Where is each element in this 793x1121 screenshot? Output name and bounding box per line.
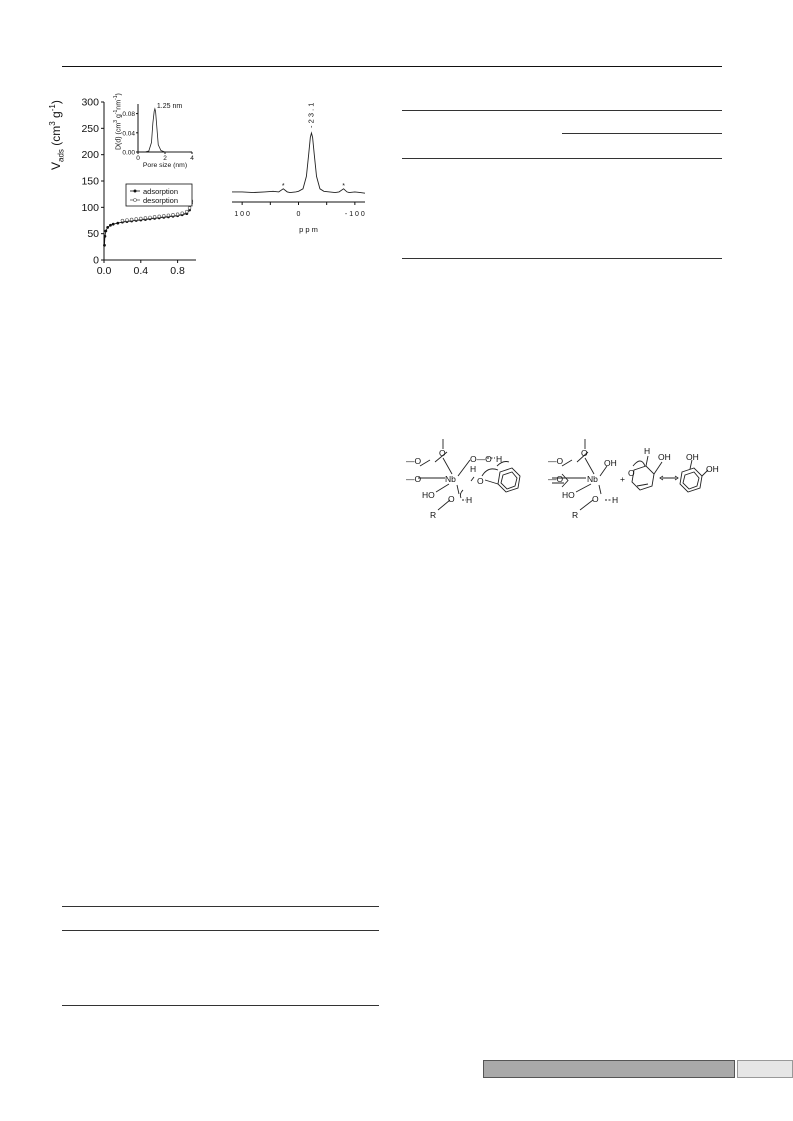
iso-x-tick-label: 0.4 xyxy=(133,265,149,277)
iso-adsorption-point xyxy=(106,226,109,229)
inset-ylabel-supm1b: -1 xyxy=(113,95,119,100)
inset-x-tick-label: 0 xyxy=(136,155,140,162)
iso-adsorption-point xyxy=(103,244,106,247)
nmr-spectrum xyxy=(230,92,370,252)
scheme-o-2: O xyxy=(448,494,455,504)
left-table-bottom-rule xyxy=(62,1005,379,1006)
scheme-h-1: H xyxy=(466,495,473,505)
iso-desorption-point xyxy=(167,214,170,217)
footer-bar xyxy=(483,1060,735,1078)
iso-desorption-point xyxy=(172,213,175,216)
table-top-rule xyxy=(402,110,722,111)
nmr-x-tick-label: 0 xyxy=(296,211,301,218)
scheme-oh-2: OH xyxy=(658,452,671,462)
nmr-x-tick-label: 1 0 0 xyxy=(234,211,250,218)
scheme-plus: + xyxy=(620,474,625,484)
header-rule xyxy=(62,66,722,67)
ylabel-supm1: -1 xyxy=(48,104,57,112)
scheme-minus-o-2: —O xyxy=(406,474,422,484)
inset-ylabel-text: D(d) (cm xyxy=(115,122,123,150)
nmr-peak-label: - 2 3 . 1 xyxy=(306,102,316,128)
iso-desorption-point xyxy=(126,219,129,222)
nmr-xlabel: p p m xyxy=(299,225,318,234)
inset-ylabel-sup3: 3 xyxy=(113,120,119,123)
left-table-header-rule xyxy=(62,930,379,931)
inset-y-tick-label: 0.04 xyxy=(122,130,135,138)
scheme-o-3: O xyxy=(477,476,484,486)
ylabel-units: (cm xyxy=(49,125,63,146)
iso-desorption-point xyxy=(181,212,184,215)
inset-ylabel-supm1: -1 xyxy=(113,109,119,115)
scheme-oh-4: OH xyxy=(706,464,719,474)
inset-psd-line xyxy=(145,109,190,152)
iso-desorption-point xyxy=(162,214,165,217)
scheme-h-5: H xyxy=(644,446,651,456)
scheme-o-6: O xyxy=(628,468,635,478)
iso-legend-adsorption: adsorption xyxy=(143,187,179,196)
table-sub-rule xyxy=(562,133,722,134)
reaction-scheme xyxy=(400,432,725,522)
scheme-h-3: H xyxy=(470,464,477,474)
inset-ylabel-close: ) xyxy=(115,93,123,96)
ylabel-v: V xyxy=(49,161,63,170)
nmr-star-right: * xyxy=(342,183,345,190)
scheme-ho-right: HO xyxy=(562,490,575,500)
ylabel-close: ) xyxy=(49,100,63,105)
scheme-minus-o-4: —O xyxy=(548,474,564,484)
nmr-spectrum-line xyxy=(232,133,365,193)
table-header-rule xyxy=(402,158,722,159)
inset-y-tick-label: 0.00 xyxy=(122,149,135,157)
ylabel-sup3: 3 xyxy=(48,121,57,126)
ylabel-sub: ads xyxy=(56,149,66,162)
iso-legend-ads-marker xyxy=(134,190,137,193)
scheme-oh-3: OH xyxy=(686,452,699,462)
scheme-minus-o-1: —O xyxy=(406,456,422,466)
iso-desorption-point xyxy=(153,215,156,218)
nmr-star-left: * xyxy=(281,183,285,190)
scheme-o-5: O xyxy=(592,494,599,504)
scheme-nb-right: Nb xyxy=(587,474,598,484)
iso-y-tick-label: 0 xyxy=(93,254,99,267)
iso-legend-des-marker xyxy=(134,199,137,202)
iso-desorption-point xyxy=(158,215,161,218)
table-bottom-rule xyxy=(402,258,722,259)
scheme-o-1: O xyxy=(439,448,446,458)
iso-desorption-point xyxy=(149,216,152,219)
iso-legend-desorption: desorption xyxy=(143,196,179,205)
scheme-o-o-left: O—O xyxy=(470,454,492,464)
scheme-minus-o-3: —O xyxy=(548,456,564,466)
iso-x-tick-label: 0.8 xyxy=(170,265,185,277)
isotherm-ylabel xyxy=(48,100,65,170)
inset-y-tick-label: 0.08 xyxy=(122,111,135,119)
iso-desorption-point xyxy=(130,218,133,221)
scheme-o-4: O xyxy=(581,448,588,458)
ylabel-g: g xyxy=(49,111,63,118)
iso-adsorption-point xyxy=(109,224,112,227)
iso-y-tick-label: 200 xyxy=(81,149,99,162)
iso-y-tick-label: 50 xyxy=(87,228,99,241)
iso-y-tick-label: 150 xyxy=(81,175,99,188)
inset-ylabel-nm: nm xyxy=(115,99,123,110)
iso-desorption-point xyxy=(139,217,142,220)
iso-desorption-point xyxy=(121,219,124,222)
iso-desorption-point xyxy=(185,210,188,213)
iso-adsorption-point xyxy=(116,222,119,225)
inset-x-tick-label: 2 xyxy=(163,155,167,162)
iso-desorption-point xyxy=(176,213,179,216)
iso-y-tick-label: 300 xyxy=(81,96,99,109)
left-table-top-rule xyxy=(62,906,379,907)
isotherm-figure xyxy=(60,92,205,277)
scheme-r-left: R xyxy=(430,510,437,520)
nmr-x-tick-label: - 1 0 0 xyxy=(344,211,365,218)
inset-x-tick-label: 4 xyxy=(190,155,194,162)
iso-adsorption-point xyxy=(112,223,115,226)
scheme-r-right: R xyxy=(572,510,579,520)
footer-page-box xyxy=(737,1060,793,1078)
scheme-ho-left: HO xyxy=(422,490,435,500)
inset-ylabel xyxy=(113,93,122,150)
iso-desorption-point xyxy=(144,217,147,220)
iso-y-tick-label: 100 xyxy=(81,201,99,214)
inset-xlabel: Pore size (nm) xyxy=(142,162,188,169)
iso-desorption-point xyxy=(188,207,191,210)
iso-adsorption-point xyxy=(104,235,107,238)
iso-adsorption-point xyxy=(104,230,107,233)
scheme-h-4: H xyxy=(612,495,619,505)
scheme-oh-1: OH xyxy=(604,458,617,468)
scheme-h-2: H xyxy=(496,454,503,464)
inset-annotation: 1.25 nm xyxy=(156,103,183,110)
iso-desorption-point xyxy=(135,218,138,221)
iso-y-tick-label: 250 xyxy=(81,122,99,135)
scheme-nb-left: Nb xyxy=(445,474,456,484)
inset-ylabel-g: g xyxy=(115,114,123,119)
iso-x-tick-label: 0.0 xyxy=(96,265,112,277)
